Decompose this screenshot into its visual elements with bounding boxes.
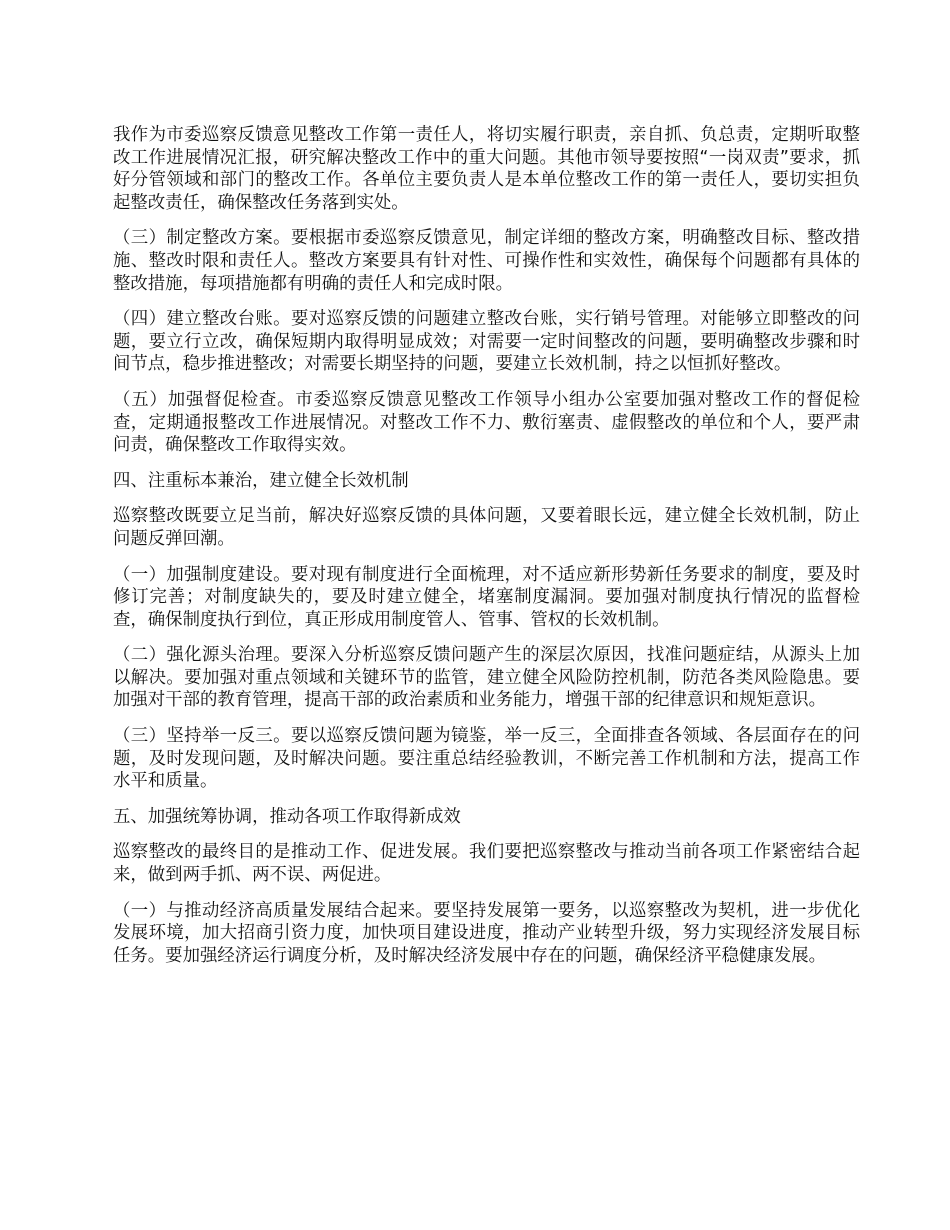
paragraph-rectification-ledger: （四）建立整改台账。要对巡察反馈的问题建立整改台账，实行销号管理。对能够立即整改的问题，要立行立改，确保短期内取得明显成效；对需要一定时间整改的问题，要明确整改步骤和时间节点，稳步推进整改；对需要长期坚持的问题，要建立长效机制，持之以恒抓好整改。	[113, 309, 860, 375]
paragraph-rectification-plan: （三）制定整改方案。要根据市委巡察反馈意见，制定详细的整改方案，明确整改目标、整改措施、整改时限和责任人。整改方案要具有针对性、可操作性和实效性，确保每个问题都有具体的整改措施，每项措施都有明确的责任人和完成时限。	[113, 228, 860, 294]
paragraph-system-building: （一）加强制度建设。要对现有制度进行全面梳理，对不适应新形势新任务要求的制度，要及时修订完善；对制度缺失的，要及时建立健全，堵塞制度漏洞。要加强对制度执行情况的监督检查，确保制度执行到位，真正形成用制度管人、管事、管权的长效机制。	[113, 564, 860, 630]
paragraph-draw-inferences: （三）坚持举一反三。要以巡察反馈问题为镜鉴，举一反三，全面排查各领域、各层面存在的问题，及时发现问题，及时解决问题。要注重总结经验教训，不断完善工作机制和方法，提高工作水平和质量。	[113, 726, 860, 792]
paragraph-long-term-mechanism: 巡察整改既要立足当前，解决好巡察反馈的具体问题，又要着眼长远，建立健全长效机制，防止问题反弹回潮。	[113, 506, 860, 549]
paragraph-source-governance: （二）强化源头治理。要深入分析巡察反馈问题产生的深层次原因，找准问题症结，从源头上加以解决。要加强对重点领域和关键环节的监管，建立健全风险防控机制，防范各类风险隐患。要加强对干部的教育管理，提高干部的政治素质和业务能力，增强干部的纪律意识和规矩意识。	[113, 645, 860, 711]
paragraph-supervision: （五）加强督促检查。市委巡察反馈意见整改工作领导小组办公室要加强对整改工作的督促检查，定期通报整改工作进展情况。对整改工作不力、敷衍塞责、虚假整改的单位和个人，要严肃问责，确保整改工作取得实效。	[113, 389, 860, 456]
paragraph-responsibility: 我作为市委巡察反馈意见整改工作第一责任人，将切实履行职责，亲自抓、负总责，定期听取整改工作进展情况汇报，研究解决整改工作中的重大问题。其他市领导要按照“一岗双责”要求，抓好分管领域和部门的整改工作。各单位主要负责人是本单位整改工作的第一责任人，要切实担负起整改责任，确保整改任务落到实处。	[113, 125, 860, 213]
section-heading-5: 五、加强统筹协调，推动各项工作取得新成效	[113, 806, 461, 827]
paragraph-economic-development: （一）与推动经济高质量发展结合起来。要坚持发展第一要务，以巡察整改为契机，进一步优化发展环境，加大招商引资力度，加快项目建设进度，推动产业转型升级，努力实现经济发展目标任务。要加强经济运行调度分析，及时解决经济发展中存在的问题，确保经济平稳健康发展。	[113, 900, 860, 966]
paragraph-ultimate-goal: 巡察整改的最终目的是推动工作、促进发展。我们要把巡察整改与推动当前各项工作紧密结合起来，做到两手抓、两不误、两促进。	[113, 842, 860, 886]
section-heading-4: 四、注重标本兼治，建立健全长效机制	[113, 470, 409, 491]
